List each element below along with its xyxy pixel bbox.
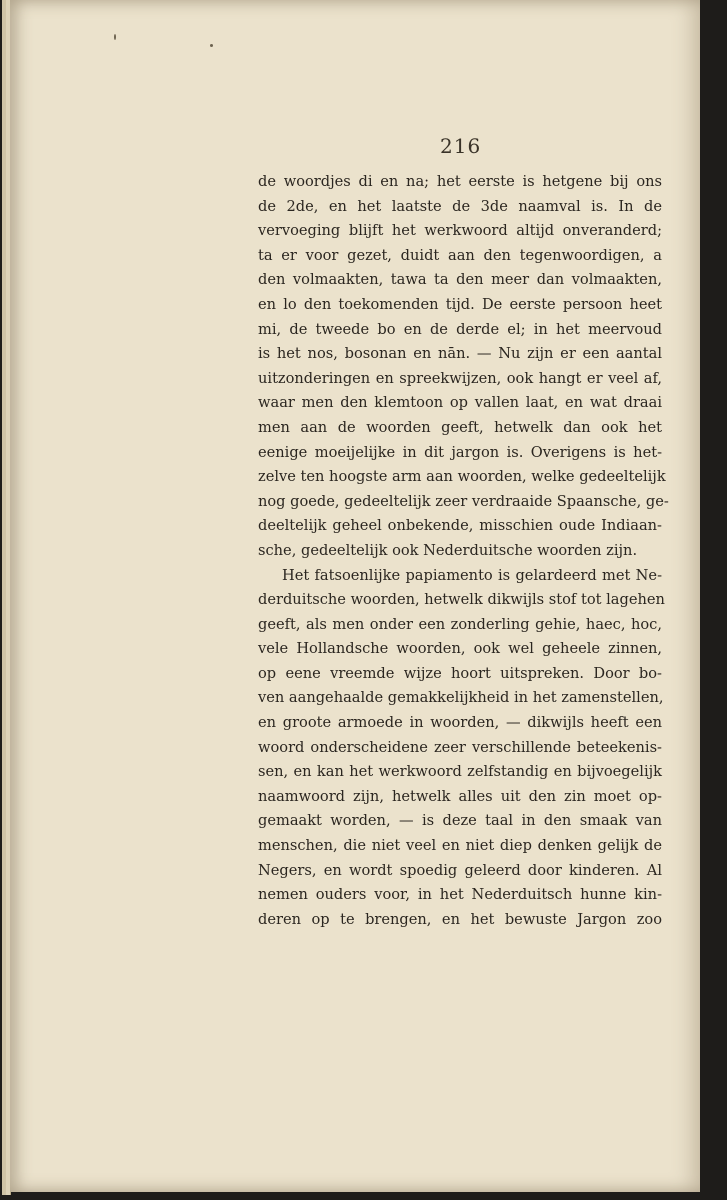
text-line: waar men den klemtoon op vallen laat, en wat draai — [258, 394, 662, 412]
paper-speck — [114, 34, 116, 40]
text-line: op eene vreemde wijze hoort uitspreken. Door bo- — [258, 664, 662, 682]
text-line: vervoeging blijft het werkwoord altijd onveranderd; — [258, 222, 662, 240]
paper-speck — [210, 44, 213, 47]
text-line: nog goede, gedeeltelijk zeer verdraaide Spaansche, ge- — [258, 492, 669, 510]
text-line: woord onderscheidene zeer verschillende beteekenis- — [258, 738, 662, 756]
text-line: en lo den toekomenden tijd. De eerste persoon heet — [258, 295, 662, 313]
text-line: geeft, als men onder een zonderling gehie, haec, hoc, — [258, 615, 662, 633]
text-line: Negers, en wordt spoedig geleerd door kinderen. Al — [258, 861, 662, 879]
text-line: ven aangehaalde gemakkelijkheid in het zamenstellen, — [258, 689, 664, 707]
text-line: mi, de tweede bo en de derde el; in het meervoud — [258, 320, 662, 338]
text-line: eenige moeijelijke in dit jargon is. Overigens is het- — [258, 443, 662, 461]
text-line: ta er voor gezet, duidt aan den tegenwoordigen, a — [258, 246, 662, 264]
text-line: sen, en kan het werkwoord zelfstandig en bijvoegelijk — [258, 763, 662, 781]
page-number: 216 — [440, 134, 482, 158]
text-line: de 2de, en het laatste de 3de naamval is. In de — [258, 197, 662, 215]
text-line: vele Hollandsche woorden, ook wel geheele zinnen, — [258, 640, 662, 658]
text-line: naamwoord zijn, hetwelk alles uit den zin moet op- — [258, 787, 662, 805]
text-line: Het fatsoenlijke papiamento is gelardeerd met Ne- — [282, 566, 662, 584]
text-line: is het nos, bosonan en nān. — Nu zijn er een aantal — [258, 345, 662, 363]
text-line: zelve ten hoogste arm aan woorden, welke gedeeltelijk — [258, 468, 666, 486]
text-line: sche, gedeeltelijk ook Nederduitsche woorden zijn. — [258, 541, 638, 559]
text-line: nemen ouders voor, in het Nederduitsch hunne kin- — [258, 886, 662, 904]
text-line: derduitsche woorden, hetwelk dikwijls stof tot lagehen — [258, 591, 665, 609]
body-text — [258, 170, 669, 932]
text-line: gemaakt worden, — is deze taal in den smaak van — [258, 812, 662, 830]
text-line: den volmaakten, tawa ta den meer dan volmaakten, — [258, 271, 662, 289]
text-line: uitzonderingen en spreekwijzen, ook hangt er veel af, — [258, 369, 662, 387]
text-line: menschen, die niet veel en niet diep denken gelijk de — [258, 837, 662, 855]
text-line: men aan de woorden geeft, hetwelk dan ook het — [258, 418, 662, 436]
text-line: en groote armoede in woorden, — dikwijls heeft een — [258, 714, 662, 732]
text-line: deren op te brengen, en het bewuste Jargon zoo — [258, 910, 662, 928]
text-line: de woordjes di en na; het eerste is hetgene bij ons — [258, 173, 662, 190]
text-line: deeltelijk geheel onbekende, misschien oude Indiaan- — [258, 517, 662, 535]
